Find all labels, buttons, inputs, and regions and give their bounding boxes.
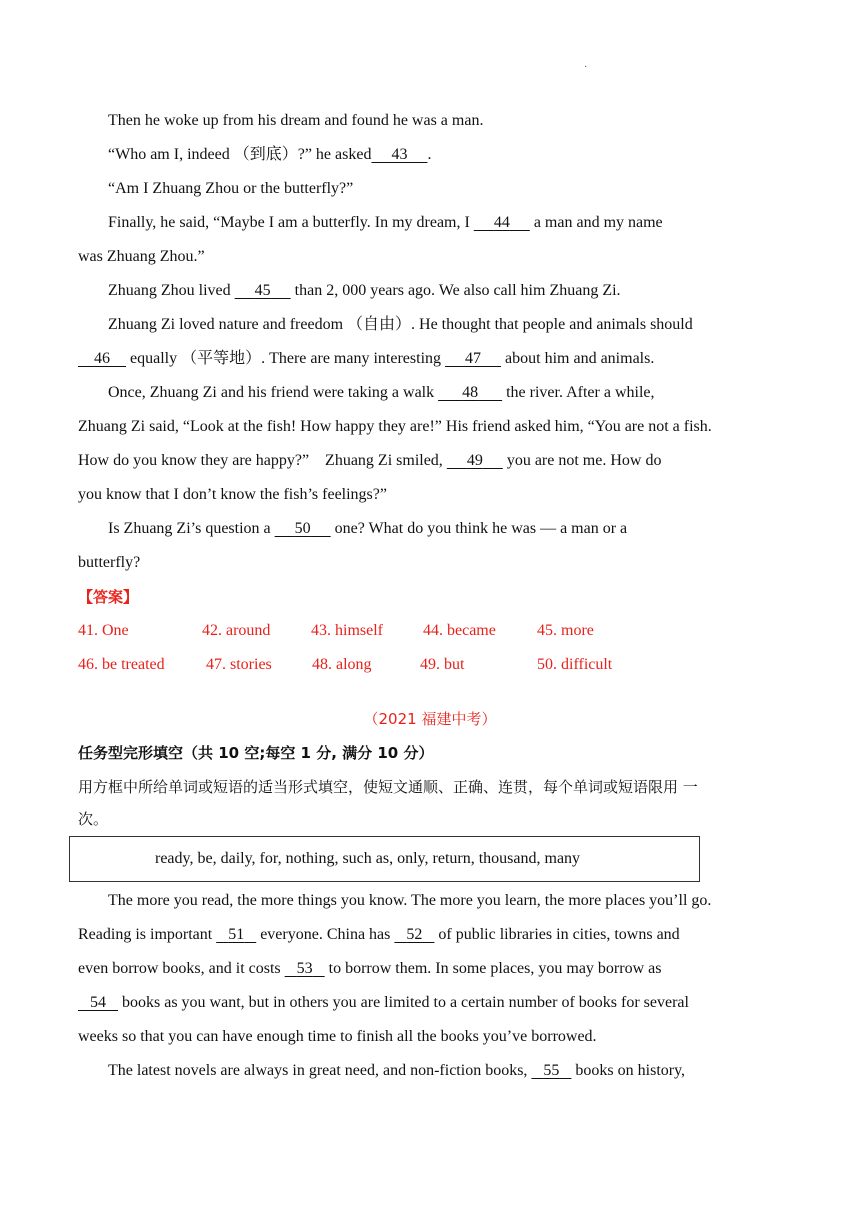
answer-42: 42. around	[202, 622, 271, 639]
story-paragraph-line	[78, 342, 788, 376]
passage-text: Reading is important	[78, 926, 217, 943]
story-paragraph-line	[78, 308, 818, 342]
passage-line	[78, 986, 788, 1020]
story-text: you are not me. How do	[502, 452, 662, 469]
story-paragraph-line	[78, 274, 818, 308]
story-paragraph-line	[78, 478, 788, 512]
blank-43: 43	[391, 146, 408, 163]
blank-51: 51	[228, 926, 245, 943]
story-text: Finally, he said, “Maybe I am a butterfly. In my dream, I	[108, 214, 474, 231]
passage-text: of public libraries in cities, towns and	[434, 926, 680, 943]
story-text: butterfly?	[78, 554, 141, 571]
story-text: “Am I Zhuang Zhou or the butterfly?”	[108, 180, 354, 197]
story-paragraph-line	[78, 546, 788, 580]
story-text: you know that I don’t know the fish’s feelings?”	[78, 486, 387, 503]
answer-50: 50. difficult	[537, 656, 613, 673]
passage-line	[78, 1054, 818, 1088]
blank-53: 53	[296, 960, 313, 977]
blank-52: 52	[406, 926, 423, 943]
blank-49: 49	[466, 452, 483, 469]
story-paragraph-line	[78, 444, 788, 478]
section-title: 任务型完形填空（共 10 空;每空 1 分, 满分 10 分）	[78, 744, 434, 762]
blank-45: 45	[254, 282, 271, 299]
story-paragraph-line	[78, 376, 818, 410]
blank-55: 55	[543, 1062, 560, 1079]
section-instruction: 次。	[78, 810, 109, 828]
answer-47: 47. stories	[206, 656, 272, 673]
answer-45: 45. more	[537, 622, 594, 639]
passage-text: weeks so that you can have enough time to finish all the books you’ve borrowed.	[78, 1028, 597, 1045]
passage-text: books as you want, but in others you are limited to a certain number of books for several	[118, 994, 689, 1011]
answer-46: 46. be treated	[78, 656, 165, 673]
story-paragraph-line	[78, 138, 818, 172]
section-instruction: 用方框中所给单词或短语的适当形式填空，使短文通顺、正确、连贯，每个单词或短语限用 一	[78, 778, 698, 796]
story-text: about him and animals.	[501, 350, 655, 367]
passage-line	[78, 884, 818, 918]
answer-44: 44. became	[423, 622, 496, 639]
blank-44: 44	[493, 214, 510, 231]
story-paragraph-line	[78, 240, 788, 274]
answer-49: 49. but	[420, 656, 465, 673]
story-paragraph-line	[78, 172, 818, 206]
story-text: How do you know they are happy?” Zhuang Zi smiled,	[78, 452, 447, 469]
story-text: Zhuang Zi said, “Look at the fish! How happy they are!” His friend asked him, “You are not a fish.	[78, 418, 712, 435]
story-paragraph-line	[78, 206, 818, 240]
word-box	[69, 836, 700, 882]
story-text: a man and my name	[529, 214, 663, 231]
story-paragraph-line	[78, 410, 788, 444]
blank-54: 54	[90, 994, 106, 1011]
header-mark: ·	[584, 62, 588, 73]
blank-48: 48	[462, 384, 479, 401]
passage-text: everyone. China has	[256, 926, 395, 943]
blank-47: 47	[465, 350, 482, 367]
passage-line	[78, 952, 788, 986]
section-source-heading: （2021 福建中考）	[363, 710, 497, 728]
story-text: Is Zhuang Zi’s question a	[108, 520, 275, 537]
passage-text: books on history,	[571, 1062, 686, 1079]
story-text: than 2, 000 years ago. We also call him Zhuang Zi.	[290, 282, 621, 299]
answer-43: 43. himself	[311, 622, 383, 639]
story-text: “Who am I, indeed （到底）?” he asked	[108, 146, 372, 163]
story-text: Zhuang Zhou lived	[108, 282, 235, 299]
passage-text: even borrow books, and it costs	[78, 960, 285, 977]
answer-41: 41. One	[78, 622, 129, 639]
passage-text: to borrow them. In some places, you may borrow as	[324, 960, 662, 977]
story-paragraph-line	[78, 104, 818, 138]
story-text: .	[427, 146, 432, 163]
story-text: Zhuang Zi loved nature and freedom （自由）. He thought that people and animals should	[108, 316, 693, 333]
story-text: Once, Zhuang Zi and his friend were taking a walk	[108, 384, 439, 401]
story-text: the river. After a while,	[502, 384, 655, 401]
passage-line	[78, 918, 788, 952]
blank-46: 46	[94, 350, 110, 367]
blank-50: 50	[294, 520, 311, 537]
answer-48: 48. along	[312, 656, 372, 673]
story-text: was Zhuang Zhou.”	[78, 248, 205, 265]
story-paragraph-line	[78, 512, 818, 546]
story-text: equally （平等地）. There are many interesting	[126, 350, 446, 367]
word-box-text: ready, be, daily, for, nothing, such as, only, return, thousand, many	[155, 850, 581, 867]
passage-line	[78, 1020, 788, 1054]
story-text: one? What do you think he was — a man or a	[330, 520, 628, 537]
passage-text: The latest novels are always in great need, and non-fiction books,	[108, 1062, 532, 1079]
story-text: Then he woke up from his dream and found he was a man.	[108, 112, 484, 129]
passage-text: The more you read, the more things you know. The more you learn, the more places you’ll go.	[108, 892, 712, 909]
answer-label: 【答案】	[78, 588, 139, 606]
